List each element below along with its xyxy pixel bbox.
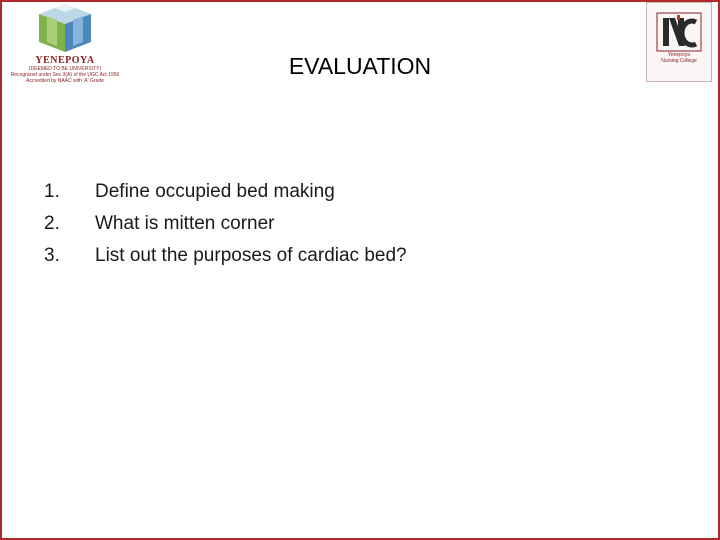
- university-accreditation: Accredited by NAAC with 'A' Grade: [26, 78, 104, 84]
- list-item-number: 3.: [44, 245, 60, 266]
- university-name: YENEPOYA: [35, 55, 95, 66]
- college-seal-top: [647, 6, 711, 11]
- list-item-text: List out the purposes of cardiac bed?: [95, 245, 407, 266]
- university-emblem-icon: [35, 2, 95, 54]
- list-item: [44, 208, 407, 240]
- list-item: [44, 240, 407, 272]
- list-item-number: 2.: [44, 213, 60, 234]
- university-recognition: Recognized under Sec 3(A) of the UGC Act 1956: [10, 72, 120, 78]
- yenepoya-university-logo: [6, 2, 124, 98]
- college-caption-line1: Yenepoya: [667, 52, 691, 58]
- slide-title: EVALUATION: [288, 53, 432, 79]
- list-item-text: What is mitten corner: [95, 213, 275, 234]
- college-caption-line2: Nursing College: [661, 58, 697, 64]
- university-status: (DEEMED TO BE UNIVERSITY): [28, 66, 102, 72]
- college-emblem-icon: [656, 12, 702, 52]
- list-item: [44, 176, 407, 208]
- list-item-text: Define occupied bed making: [95, 181, 335, 202]
- question-list: [44, 176, 407, 272]
- list-item-number: 1.: [44, 181, 60, 202]
